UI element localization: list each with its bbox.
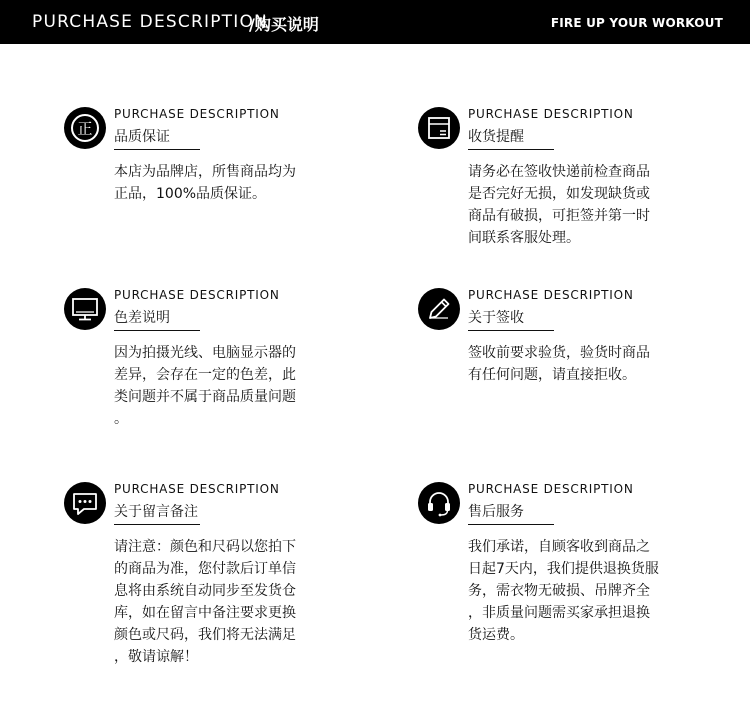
card-heading: 关于签收: [468, 310, 524, 326]
headset-icon: [418, 482, 460, 524]
body-line: 请注意：颜色和尺码以您拍下: [114, 539, 296, 555]
body-line: 颜色或尺码，我们将无法满足: [114, 627, 296, 643]
page-title: PURCHASE DESCRIPTION: [32, 12, 268, 32]
body-line: ，非质量问题需买家承担退换: [468, 605, 650, 621]
package-box-icon: [418, 107, 460, 149]
body-line: 货运费。: [468, 627, 524, 643]
card-body: [114, 161, 319, 205]
card-body: [114, 536, 319, 668]
card-heading-en: PURCHASE DESCRIPTION: [468, 288, 634, 302]
card-body: [468, 161, 673, 249]
heading-divider: [468, 330, 554, 331]
chat-bubble-icon: [64, 482, 106, 524]
card-body: [468, 342, 673, 386]
body-line: 我们承诺，自顾客收到商品之: [468, 539, 650, 555]
body-line: 务，需衣物无破损、吊牌齐全: [468, 583, 650, 599]
authentic-seal-icon: [64, 107, 106, 149]
body-line: 有任何问题，请直接拒收。: [468, 367, 636, 383]
card-heading-en: PURCHASE DESCRIPTION: [468, 107, 634, 121]
body-line: 正品，100%品质保证。: [114, 186, 267, 202]
heading-divider: [114, 524, 200, 525]
card-heading-en: PURCHASE DESCRIPTION: [468, 482, 634, 496]
brand-slogan: FIRE UP YOUR WORKOUT: [550, 16, 723, 30]
card-heading-en: PURCHASE DESCRIPTION: [114, 288, 280, 302]
card-heading-en: PURCHASE DESCRIPTION: [114, 107, 280, 121]
monitor-icon: [64, 288, 106, 330]
card-heading-en: PURCHASE DESCRIPTION: [114, 482, 280, 496]
heading-divider: [114, 330, 200, 331]
body-line: 息将由系统自动同步至发货仓: [114, 583, 296, 599]
card-body: [114, 342, 319, 430]
page-title-chinese: /购买说明: [249, 15, 319, 34]
heading-divider: [468, 149, 554, 150]
heading-divider: [468, 524, 554, 525]
card-heading: 售后服务: [468, 504, 524, 520]
body-line: ，敬请谅解！: [114, 649, 198, 665]
body-line: 是否完好无损，如发现缺货或: [468, 186, 650, 202]
card-heading: 收货提醒: [468, 129, 524, 145]
body-line: 差异，会存在一定的色差，此: [114, 367, 296, 383]
card-body: [468, 536, 673, 646]
body-line: 。: [114, 411, 128, 427]
body-line: 因为拍摄光线、电脑显示器的: [114, 345, 296, 361]
body-line: 签收前要求验货，验货时商品: [468, 345, 650, 361]
body-line: 间联系客服处理。: [468, 230, 580, 246]
pen-icon: [418, 288, 460, 330]
body-line: 商品有破损，可拒签并第一时: [468, 208, 650, 224]
body-line: 本店为品牌店，所售商品均为: [114, 164, 296, 180]
header-bar: [0, 0, 750, 44]
svg-text:正: 正: [77, 119, 93, 138]
card-heading: 色差说明: [114, 310, 170, 326]
heading-divider: [114, 149, 200, 150]
body-line: 库，如在留言中备注要求更换: [114, 605, 296, 621]
card-heading: 品质保证: [114, 129, 170, 145]
body-line: 类问题并不属于商品质量问题: [114, 389, 296, 405]
body-line: 日起7天内，我们提供退换货服: [468, 561, 659, 577]
body-line: 的商品为准，您付款后订单信: [114, 561, 296, 577]
body-line: 请务必在签收快递前检查商品: [468, 164, 650, 180]
card-heading: 关于留言备注: [114, 504, 198, 520]
